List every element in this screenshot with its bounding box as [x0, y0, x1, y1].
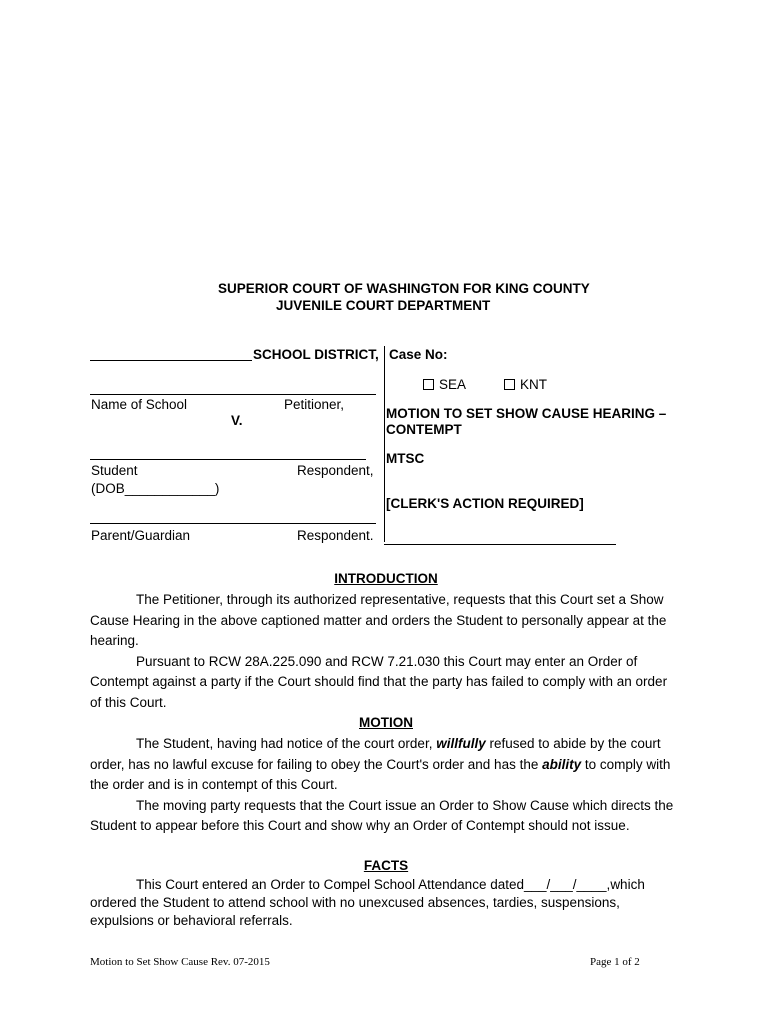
versus-label: V. — [231, 413, 243, 428]
motion-emphasis-ability: ability — [542, 756, 582, 772]
motion-heading: MOTION — [359, 715, 413, 730]
introduction-heading: INTRODUCTION — [334, 571, 438, 586]
introduction-body — [90, 590, 682, 713]
school-district-label: SCHOOL DISTRICT, — [253, 347, 379, 362]
checkbox-sea-label: SEA — [439, 377, 467, 392]
name-of-school-label: Name of School — [91, 397, 188, 412]
caption-divider — [384, 346, 385, 542]
motion-text-a: The Student, having had notice of the court order, — [136, 736, 437, 751]
motion-paragraph-1 — [90, 734, 682, 796]
dob-blank: ____________ — [124, 481, 215, 496]
introduction-paragraph-2: Pursuant to RCW 28A.225.090 and RCW 7.21.030 this Court may enter an Order of Contempt against a party if the Court should find that the party has failed to comply with an order of this Court. — [90, 653, 668, 710]
facts-body — [90, 876, 650, 930]
student-label: Student — [91, 463, 138, 478]
footer-form-name: Motion to Set Show Cause Rev. 07-2015 — [90, 956, 270, 968]
case-number-label: Case No: — [389, 347, 448, 362]
motion-emphasis-willfully: willfully — [436, 736, 486, 751]
dob-close: ) — [214, 481, 220, 496]
dob-field — [91, 481, 219, 496]
clerk-action: [CLERK'S ACTION REQUIRED] — [386, 496, 584, 511]
student-line — [90, 459, 366, 460]
footer-page-number: Page 1 of 2 — [590, 956, 640, 968]
checkbox-knt-label: KNT — [520, 377, 547, 392]
petitioner-label: Petitioner, — [284, 397, 345, 412]
caption-bottom-line — [384, 544, 616, 545]
checkbox-sea[interactable] — [423, 377, 466, 392]
dob-label: (DOB — [91, 481, 125, 496]
motion-body — [90, 734, 682, 837]
motion-title-line1: MOTION TO SET SHOW CAUSE HEARING – — [386, 406, 667, 421]
facts-heading: FACTS — [363, 858, 409, 873]
name-of-school-line — [90, 394, 376, 395]
checkbox-knt-box[interactable] — [504, 379, 515, 390]
parent-guardian-label: Parent/Guardian — [91, 528, 191, 543]
motion-text-c: refused to abide by the court order, has no lawful excuse for failing to obey the Court's order and has the — [90, 736, 661, 772]
checkbox-sea-box[interactable] — [423, 379, 434, 390]
checkbox-knt[interactable] — [504, 377, 547, 392]
respondent-label-parent: Respondent. — [297, 528, 374, 543]
parent-line — [90, 523, 376, 524]
court-name: SUPERIOR COURT OF WASHINGTON FOR KING COUNTY — [218, 281, 590, 296]
motion-text-e: to comply with the order and is in contempt of this Court. — [90, 756, 671, 792]
court-department: JUVENILE COURT DEPARTMENT — [276, 298, 491, 313]
motion-paragraph-2: The moving party requests that the Court issue an Order to Show Cause which directs the Student to appear before this Court and show why an Order of Contempt should not issue. — [90, 797, 674, 833]
school-district-blank — [90, 360, 252, 361]
motion-title-line2: CONTEMPT — [386, 422, 462, 437]
introduction-paragraph-1: The Petitioner, through its authorized representative, requests that this Court set a Show Cause Hearing in the above captioned matter and orders the Student to personally appear at the hearing. — [90, 592, 667, 648]
facts-paragraph-1: This Court entered an Order to Compel School Attendance dated___/___/____,which ordered the Student to attend school with no unexcused absences, tardies, suspensions, expulsions or behavioral referrals. — [90, 877, 645, 928]
form-code: MTSC — [386, 451, 425, 466]
respondent-label-student: Respondent, — [297, 463, 374, 478]
